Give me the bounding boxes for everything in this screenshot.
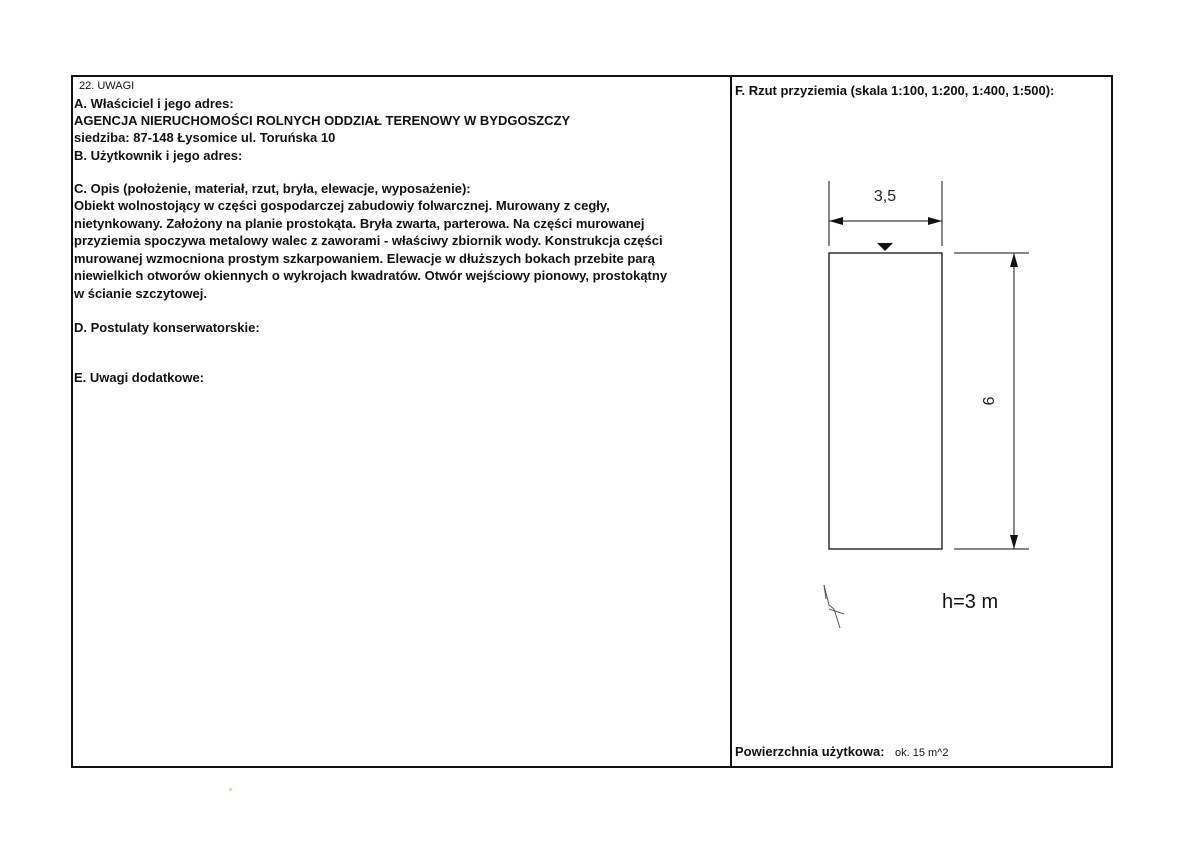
owner-name: AGENCJA NIERUCHOMOŚCI ROLNYCH ODDZIAŁ TERENOWY W BYDGOSZCZY — [74, 113, 571, 128]
description-line: przyziemia spoczywa metalowy walec z zaworami - właściwy zbiornik wody. Konstrukcja części — [74, 233, 663, 248]
description-line: Obiekt wolnostojący w części gospodarczej zabudowiy folwarcznej. Murowany z cegły, — [74, 198, 610, 213]
north-arrow-icon — [824, 585, 844, 628]
dimension-arrow-icon — [928, 217, 942, 225]
building-height-label: h=3 m — [942, 591, 999, 613]
owner-address: siedziba: 87-148 Łysomice ul. Toruńska 10 — [74, 130, 336, 145]
description-line: nietynkowany. Założony na planie prostokąta. Bryła zwarta, parterowa. Na części murowanej — [74, 216, 645, 231]
usable-area — [735, 743, 948, 761]
dimension-arrow-icon — [829, 217, 843, 225]
conservation-label: D. Postulaty konserwatorskie: — [74, 320, 260, 335]
entrance-marker-icon — [877, 243, 893, 251]
description-line: niewielkich otworów okiennych o wykrojach kwadratów. Otwór wejściowy pionowy, prostokątny — [74, 268, 668, 283]
floor-plan-drawing — [733, 78, 1111, 766]
usable-area-value: ok. 15 m^2 — [895, 747, 949, 759]
remarks-label: E. Uwagi dodatkowe: — [74, 370, 205, 385]
section-number: 22. UWAGI — [79, 80, 135, 92]
user-label: B. Użytkownik i jego adres: — [74, 148, 243, 163]
width-dimension-label: 3,5 — [873, 188, 897, 205]
column-divider — [730, 75, 732, 768]
owner-label: A. Właściciel i jego adres: — [74, 96, 234, 111]
usable-area-label: Powierzchnia użytkowa: — [735, 744, 885, 759]
length-dimension-label: 9 — [979, 396, 996, 406]
dimension-arrow-icon — [1010, 253, 1018, 267]
floor-plan-section — [733, 78, 1111, 766]
description-label: C. Opis (położenie, materiał, rzut, bryła, elewacje, wyposażenie): — [74, 181, 471, 196]
description-line: w ścianie szczytowej. — [74, 286, 207, 301]
building-outline — [829, 253, 942, 549]
description-line: murowanej wzmocniona prostym szkarpowaniem. Elewacje w dłuższych bokach przebite parą — [74, 251, 655, 266]
remarks-section — [73, 78, 728, 766]
floor-plan-title: F. Rzut przyziemia (skala 1:100, 1:200, 1:400, 1:500): — [735, 83, 1055, 98]
dimension-arrow-icon — [1010, 535, 1018, 549]
paper-speck — [229, 788, 232, 791]
